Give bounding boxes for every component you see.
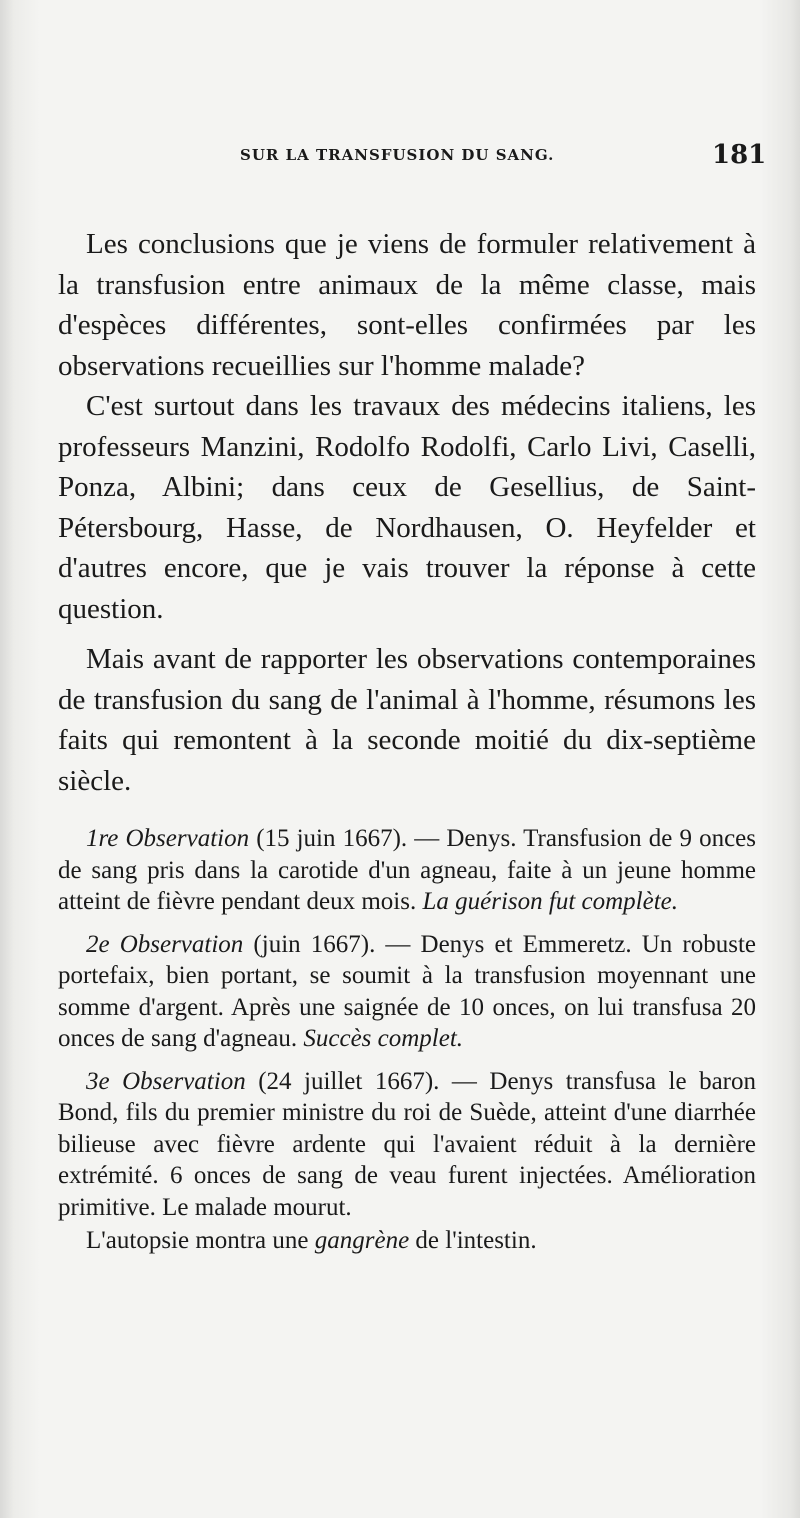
closing-after: de l'intestin. [409, 1227, 537, 1254]
page-body [58, 224, 756, 1257]
observation-label: 2e Observation [86, 930, 244, 958]
running-title: SUR LA TRANSFUSION DU SANG. [240, 146, 555, 164]
observation-text: (juin 1667). — Denys et Emmeretz. Un robuste portefaix, bien portant, se soumit à la transfusion moyennant une somme d'argent. Après une saignée de 10 onces, on lui transfusa 20 onces de sang d'agneau. [58, 930, 756, 1052]
page-number: 181 [712, 140, 767, 170]
observation-label: 1re Observation [86, 825, 250, 852]
observation-1 [58, 823, 756, 918]
observation-result: Succès complet. [303, 1025, 464, 1052]
observation-label: 3e Observation [86, 1067, 246, 1095]
page-header [0, 140, 800, 180]
closing-before: L'autopsie montra une [86, 1227, 315, 1254]
observation-text: (15 juin 1667). — Denys. Transfusion de 9 onces de sang pris dans la carotide d'un agneau, faite à un jeune homme atteint de fièvre pendant deux mois. [58, 825, 756, 915]
observation-3 [58, 1066, 756, 1224]
paragraph-italian-physicians: C'est surtout dans les travaux des médecins italiens, les professeurs Manzini, Rodolfo Rodolfi, Carlo Livi, Caselli, Ponza, Albini; dans ceux de Gesellius, de Saint-Pétersbourg, Hasse, de Nordhausen, O. Heyfelder et d'autres encore, que je vais trouver la réponse à cette question. [58, 390, 756, 625]
spacer [58, 801, 756, 823]
paragraph-conclusions: Les conclusions que je viens de formuler relativement à la transfusion entre animaux de la même classe, mais d'espèces différentes, sont-elles confirmées par les observations recueillies sur l'homme malade? [58, 228, 756, 382]
paragraph-seventeenth-century: Mais avant de rapporter les observations contemporaines de transfusion du sang de l'animal à l'homme, résumons les faits qui remontent à la seconde moitié du dix-septième siècle. [58, 643, 756, 797]
observation-2 [58, 929, 756, 1055]
observation-result: La guérison fut complète. [422, 888, 678, 915]
spacer [58, 629, 756, 639]
closing-sentence [58, 1225, 756, 1257]
observation-text: (24 juillet 1667). — Denys transfusa le baron Bond, fils du premier ministre du roi de Suède, atteint d'une diarrhée bilieuse avec fièvre ardente qui l'avaient réduit à la dernière extrémité. 6 onces de sang de veau furent injectées. Amélioration primitive. Le malade mourut. [58, 1067, 756, 1221]
closing-emphasis: gangrène [314, 1227, 410, 1254]
